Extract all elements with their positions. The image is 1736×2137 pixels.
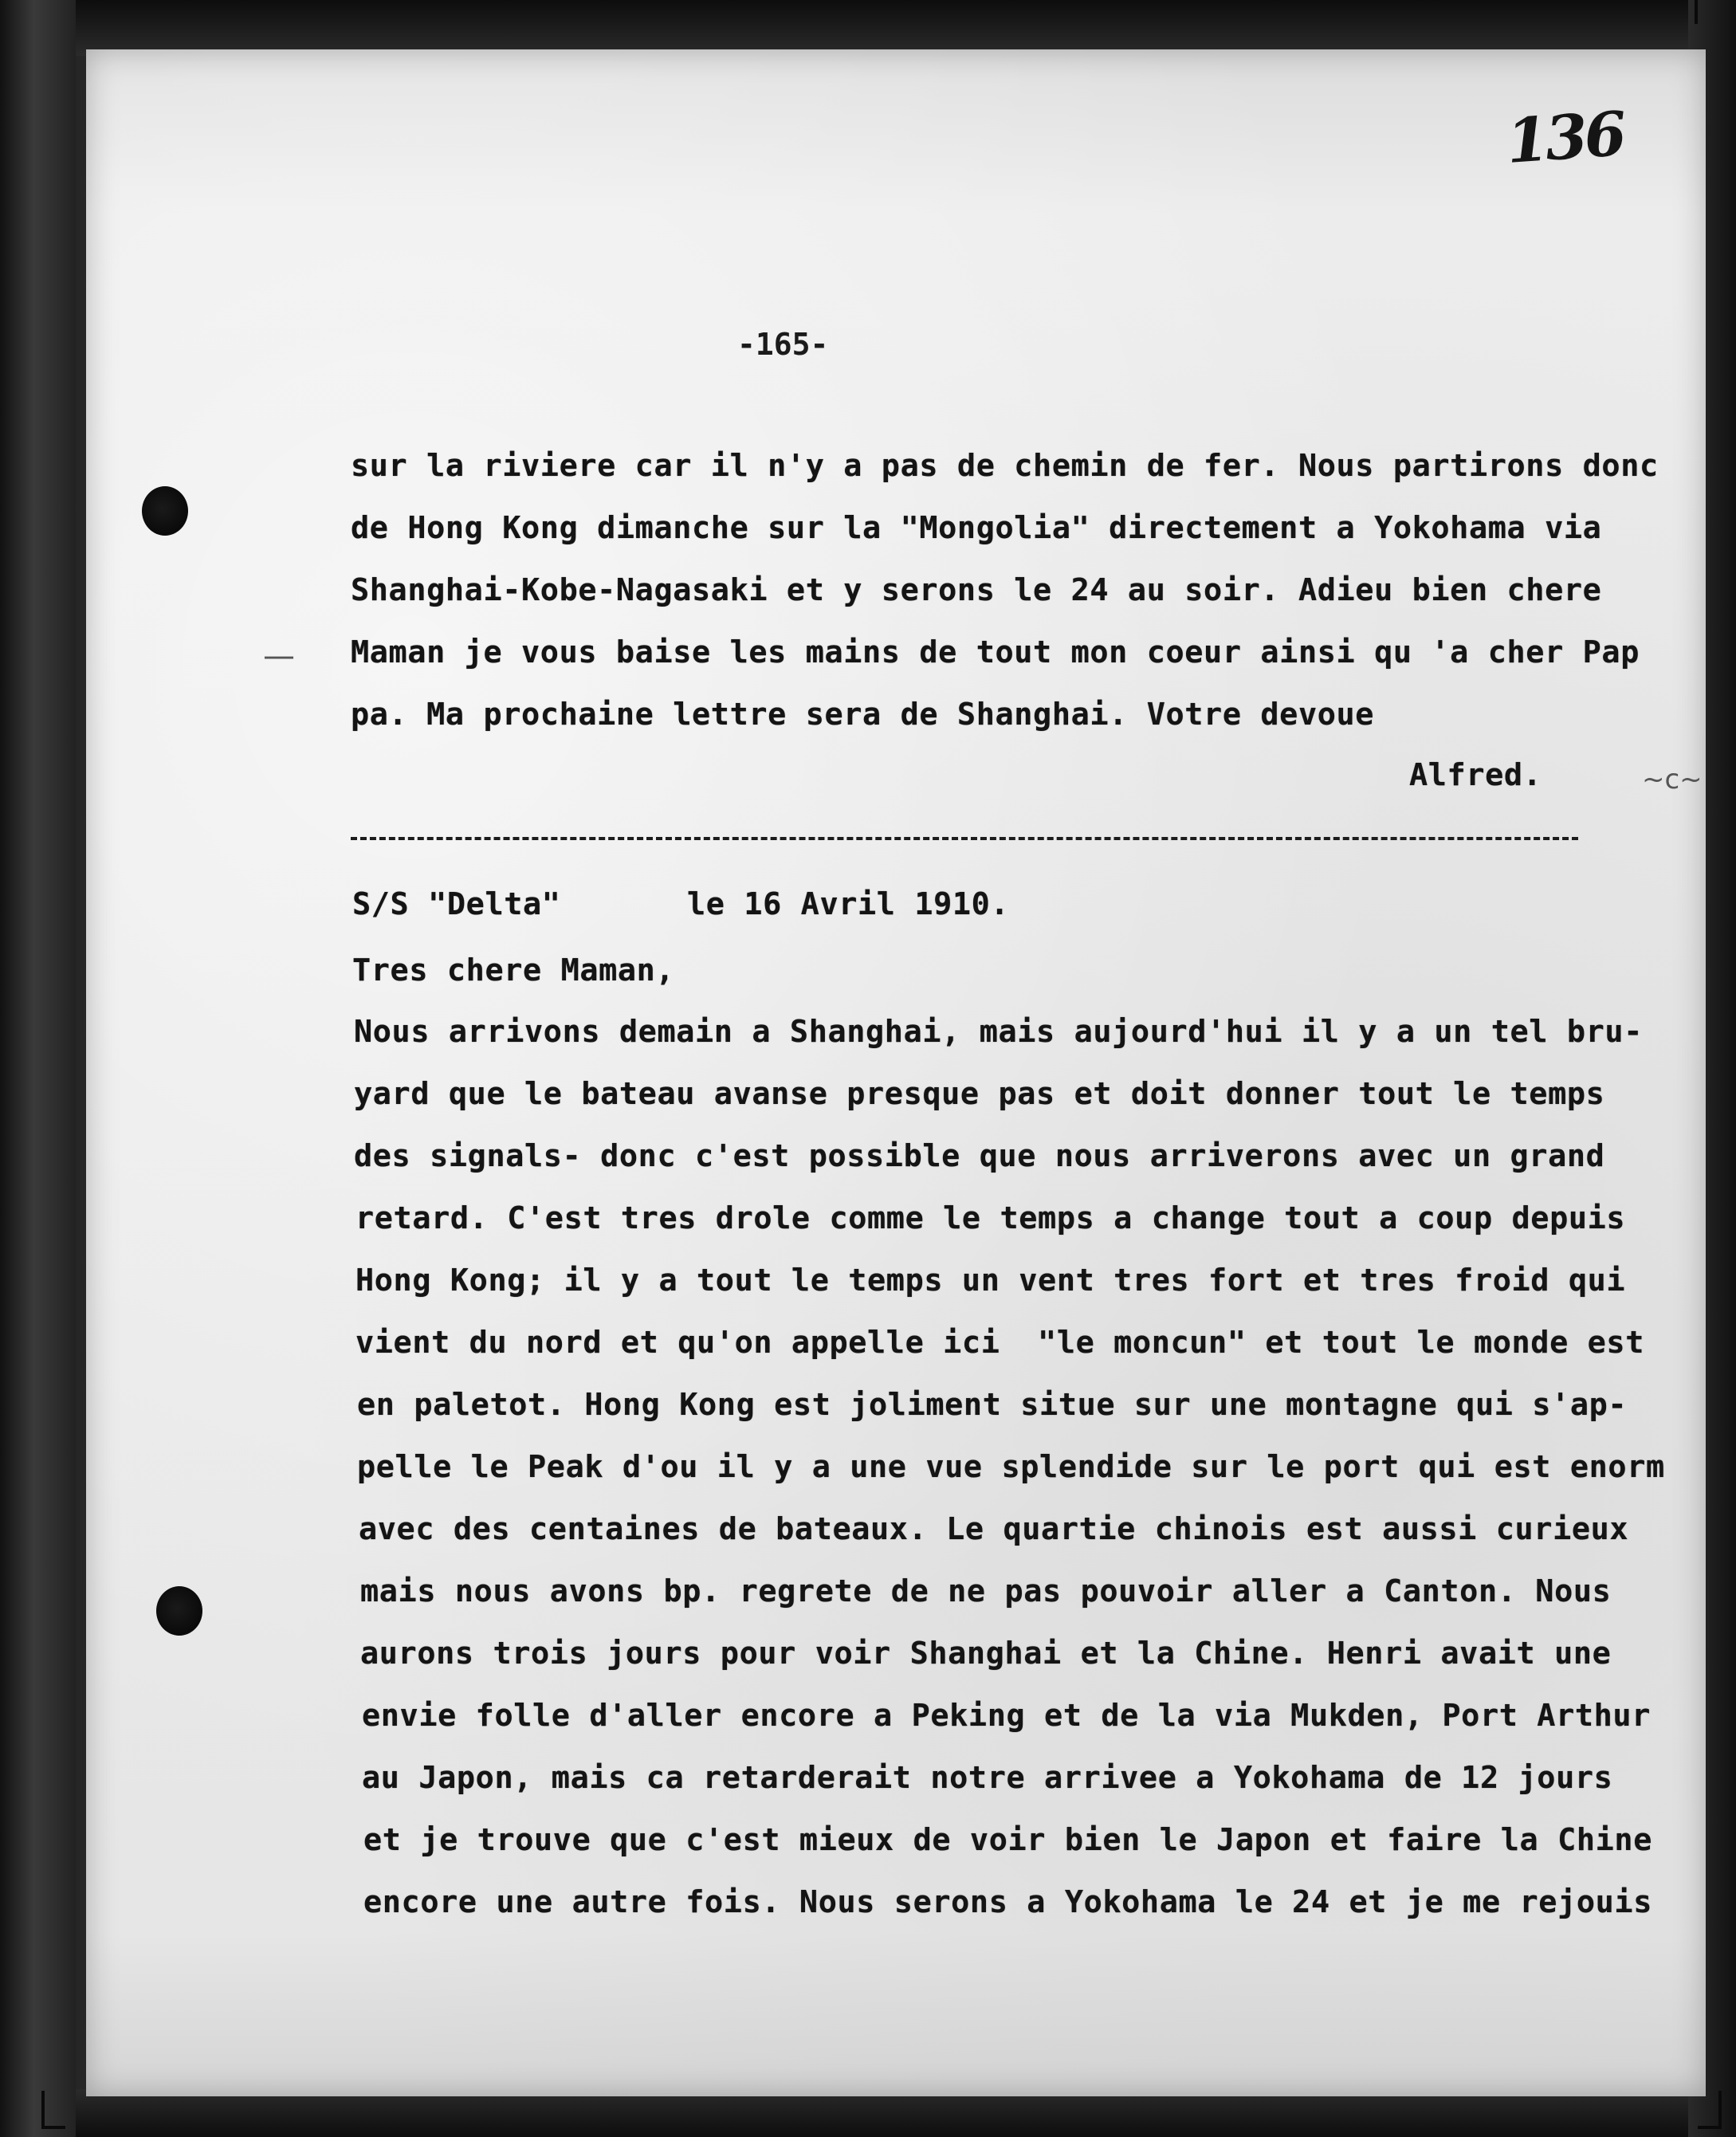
- section-separator: [351, 837, 1578, 840]
- body-line: Nous arrivons demain a Shanghai, mais aujourd'hui il y a un tel bru-: [354, 1014, 1643, 1050]
- body-line: vient du nord et qu'on appelle ici "le moncun" et tout le monde est: [355, 1325, 1644, 1361]
- margin-dash-mark: —: [263, 638, 295, 674]
- continuation-line: Shanghai-Kobe-Nagasaki et y serons le 24 au soir. Adieu bien chere: [351, 572, 1602, 608]
- crop-mark-top-right: [1695, 0, 1718, 24]
- body-line: pelle le Peak d'ou il y a une vue splendide sur le port qui est enorm: [357, 1449, 1665, 1485]
- letter-salutation: Tres chere Maman,: [352, 953, 675, 988]
- punch-hole-bottom: [156, 1586, 202, 1636]
- body-line: au Japon, mais ca retarderait notre arrivee a Yokohama de 12 jours: [362, 1760, 1613, 1796]
- crop-mark-bottom-right: [1698, 2091, 1722, 2129]
- punch-hole-top: [142, 486, 188, 536]
- handwritten-folio-number: 136: [1504, 97, 1626, 178]
- body-line: aurons trois jours pour voir Shanghai et la Chine. Henri avait une: [360, 1636, 1612, 1671]
- body-line: retard. C'est tres drole comme le temps a change tout a coup depuis: [355, 1200, 1626, 1236]
- continuation-line: de Hong Kong dimanche sur la "Mongolia" directement a Yokohama via: [351, 510, 1602, 546]
- letter-date: le 16 Avril 1910.: [687, 886, 1010, 922]
- body-line: mais nous avons bp. regrete de ne pas pouvoir aller a Canton. Nous: [360, 1573, 1612, 1609]
- body-line: encore une autre fois. Nous serons a Yokohama le 24 et je me rejouis: [363, 1884, 1652, 1920]
- continuation-line: sur la riviere car il n'y a pas de chemin de fer. Nous partirons donc: [351, 448, 1659, 484]
- letter-vessel: S/S "Delta": [352, 886, 561, 922]
- body-line: avec des centaines de bateaux. Le quartie chinois est aussi curieux: [359, 1511, 1629, 1547]
- signature: Alfred.: [1409, 757, 1542, 793]
- body-line: envie folle d'aller encore a Peking et de la via Mukden, Port Arthur: [362, 1698, 1651, 1734]
- body-line: et je trouve que c'est mieux de voir bien le Japon et faire la Chine: [363, 1822, 1652, 1858]
- continuation-line: Maman je vous baise les mains de tout mon coeur ainsi qu 'a cher Pap: [351, 634, 1640, 670]
- page-number: -165-: [737, 327, 829, 362]
- continuation-line: pa. Ma prochaine lettre sera de Shanghai. Votre devoue: [351, 697, 1375, 733]
- body-line: Hong Kong; il y a tout le temps un vent tres fort et tres froid qui: [355, 1263, 1626, 1298]
- scan-edge-top: [0, 0, 1736, 56]
- crop-mark-bottom-left: [41, 2091, 65, 2129]
- scan-edge-bottom: [0, 2089, 1736, 2137]
- margin-scribble-mark: ~c~: [1642, 764, 1703, 795]
- scan-edge-left: [0, 0, 76, 2137]
- body-line: en paletot. Hong Kong est joliment situe sur une montagne qui s'ap-: [357, 1387, 1628, 1423]
- body-line: yard que le bateau avanse presque pas et doit donner tout le temps: [354, 1076, 1605, 1112]
- body-line: des signals- donc c'est possible que nous arriverons avec un grand: [354, 1138, 1605, 1174]
